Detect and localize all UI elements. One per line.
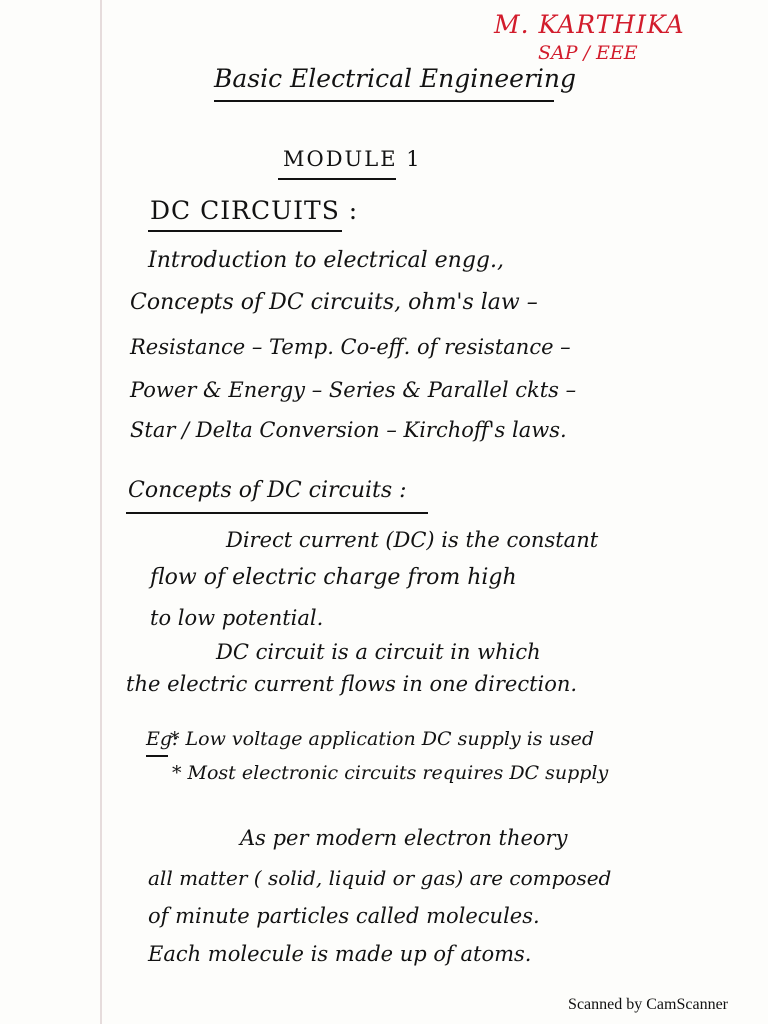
definition-line: to low potential. [150, 606, 324, 630]
module-heading: MODULE 1 [283, 147, 422, 171]
concepts-underline [126, 512, 428, 514]
theory-line: Each molecule is made up of atoms. [148, 942, 532, 966]
example-label: Eg: [146, 728, 179, 750]
example-label-underline [146, 755, 168, 757]
definition-line: Direct current (DC) is the constant [226, 528, 599, 552]
definition-line: flow of electric charge from high [150, 565, 517, 590]
title-underline [214, 100, 554, 102]
syllabus-line: Resistance – Temp. Co-eff. of resistance – [130, 335, 571, 359]
syllabus-line: Introduction to electrical engg., [148, 248, 504, 273]
page-title: Basic Electrical Engineering [214, 64, 577, 93]
example-item: * Most electronic circuits requires DC supply [172, 762, 609, 784]
dc-circuits-heading: DC CIRCUITS : [150, 196, 359, 225]
dc-circuits-underline [148, 230, 342, 232]
margin-line [100, 0, 102, 1024]
module-underline [278, 178, 396, 180]
theory-line: of minute particles called molecules. [148, 904, 540, 928]
syllabus-line: Concepts of DC circuits, ohm's law – [130, 290, 538, 315]
theory-line: As per modern electron theory [240, 826, 568, 850]
theory-line: all matter ( solid, liquid or gas) are composed [148, 866, 612, 890]
syllabus-line: Star / Delta Conversion – Kirchoff's laws. [130, 418, 567, 442]
definition-line: the electric current flows in one direction. [126, 672, 578, 696]
syllabus-line: Power & Energy – Series & Parallel ckts – [130, 378, 577, 402]
concepts-heading: Concepts of DC circuits : [128, 478, 407, 503]
example-item: * Low voltage application DC supply is used [170, 728, 594, 750]
author-dept: SAP / EEE [538, 42, 638, 64]
scanner-footer: Scanned by CamScanner [568, 996, 728, 1013]
definition-line: DC circuit is a circuit in which [216, 640, 541, 664]
author-name: M. KARTHIKA [494, 10, 685, 39]
